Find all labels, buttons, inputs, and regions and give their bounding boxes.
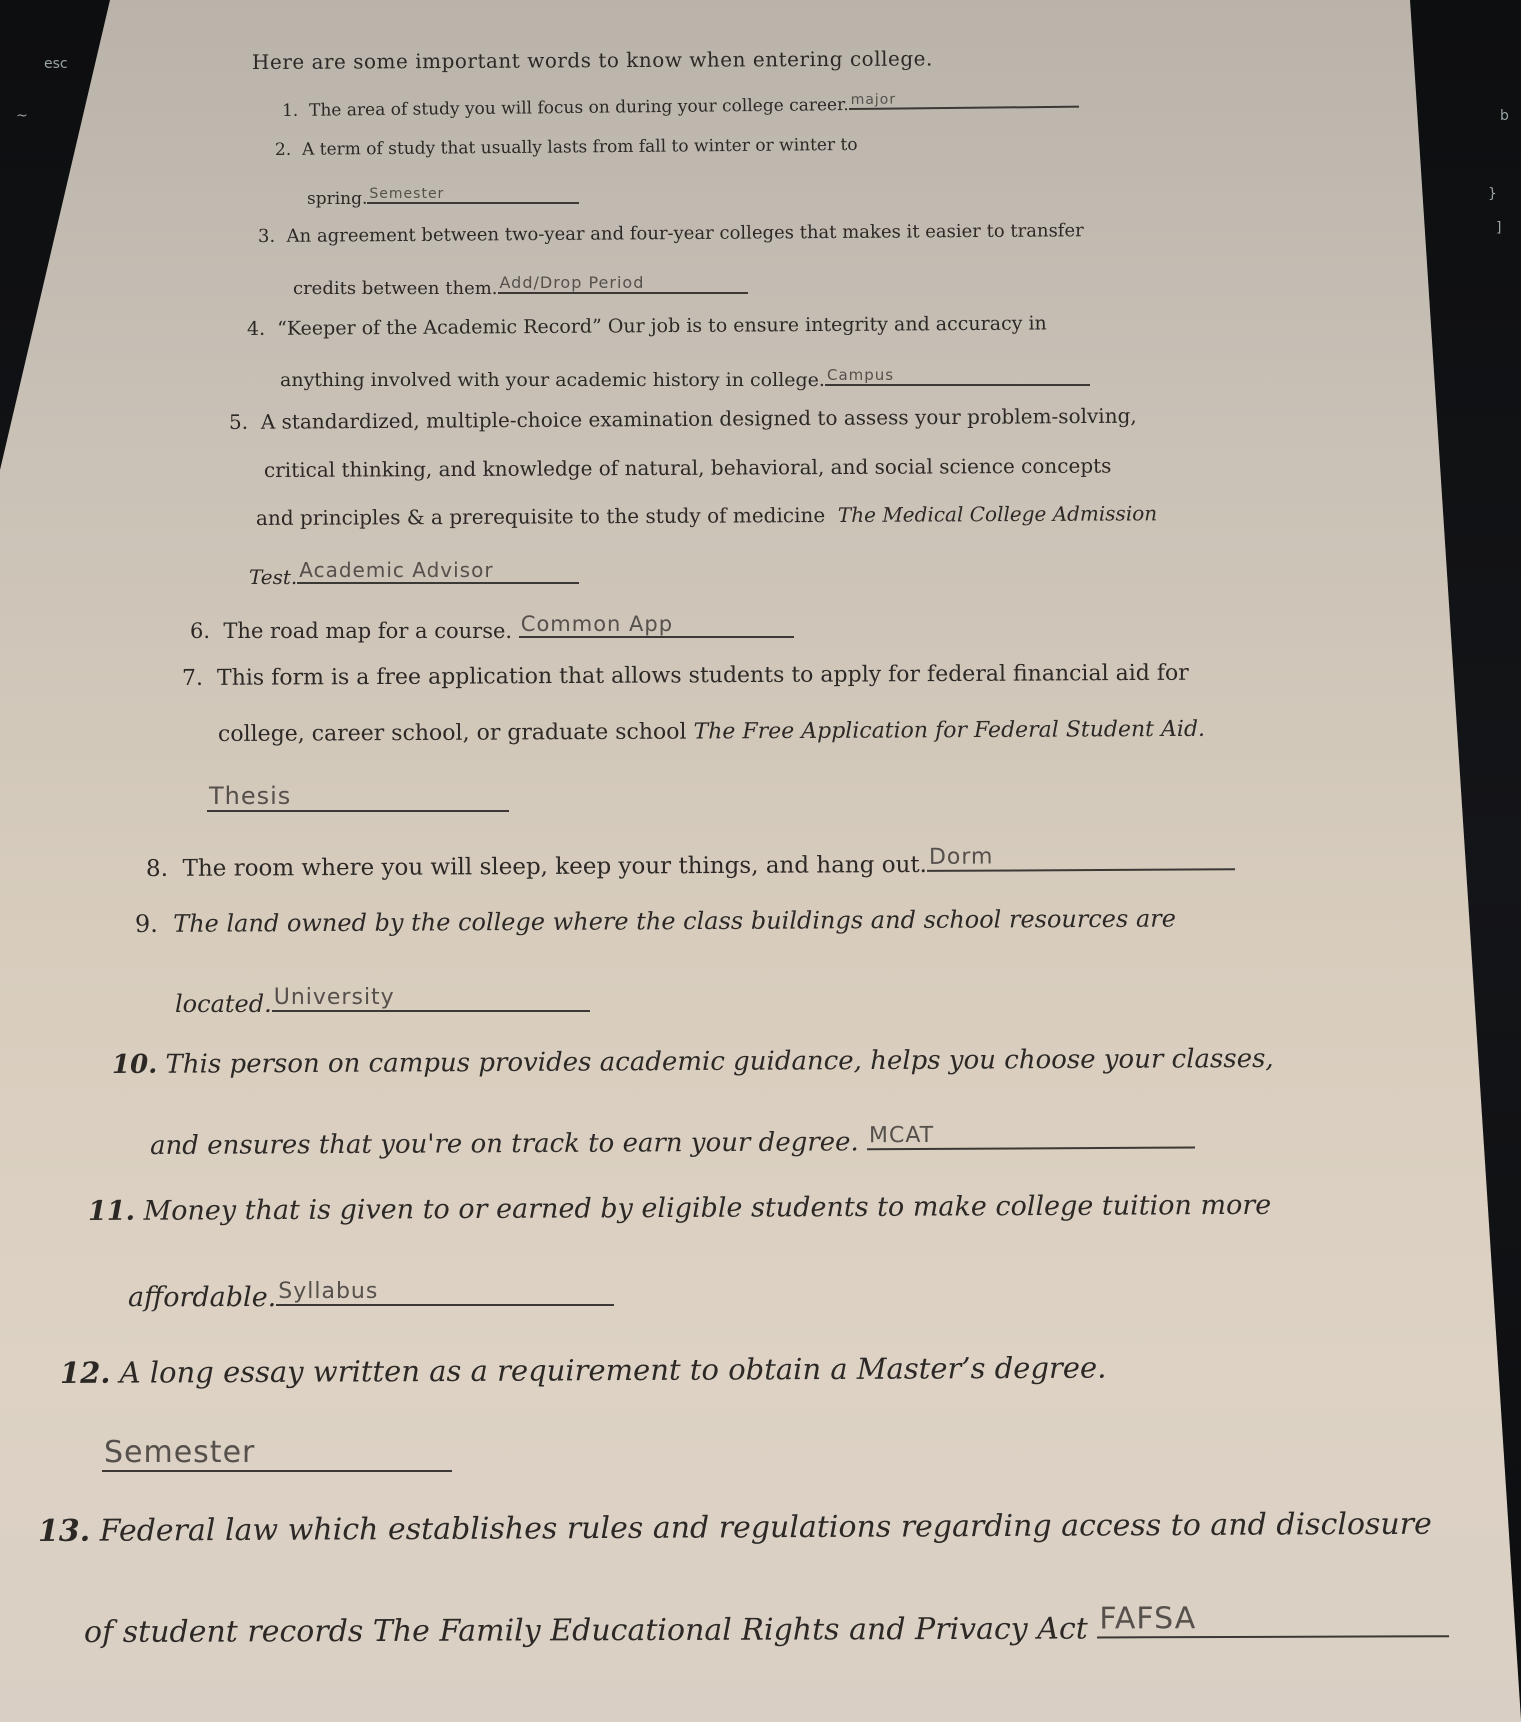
- worksheet-heading: Here are some important words to know when entering college.: [251, 46, 933, 74]
- handwritten-answer-5: Academic Advisor: [299, 558, 494, 582]
- question-3-line-2: credits between them. Add/Drop Period: [293, 272, 748, 299]
- answer-blank-1[interactable]: [849, 88, 1079, 110]
- handwritten-answer-11: Syllabus: [278, 1279, 379, 1304]
- question-2-line-1: 2. A term of study that usually lasts from fall to winter or winter to: [274, 134, 858, 160]
- handwritten-answer-6: Common App: [520, 612, 674, 636]
- question-11-line-2: affordable. Syllabus: [128, 1274, 614, 1313]
- handwritten-answer-2: Semester: [369, 186, 445, 202]
- answer-blank-7[interactable]: [207, 782, 509, 812]
- question-4-line-1: 4. “Keeper of the Academic Record” Our job is to ensure integrity and accuracy in: [246, 312, 1047, 340]
- question-9-line-2: located. University: [175, 982, 590, 1018]
- handwritten-answer-3: Add/Drop Period: [499, 273, 645, 292]
- question-8: 8. The room where you will sleep, keep your things, and hang out. Dorm: [146, 842, 1235, 882]
- answer-blank-12[interactable]: [102, 1432, 452, 1472]
- handwritten-answer-13: FAFSA: [1099, 1601, 1197, 1637]
- handwritten-answer-8: Dorm: [928, 844, 994, 870]
- answer-blank-9[interactable]: [272, 982, 590, 1012]
- answer-blank-10[interactable]: [867, 1117, 1195, 1151]
- handwritten-answer-9: University: [273, 985, 395, 1010]
- answer-blank-8[interactable]: [927, 842, 1235, 872]
- question-5-line-2: critical thinking, and knowledge of natural, behavioral, and social science concepts: [263, 453, 1112, 482]
- question-5-line-1: 5. A standardized, multiple-choice examination designed to assess your problem-solving,: [228, 403, 1137, 434]
- answer-blank-5[interactable]: [297, 558, 579, 584]
- bracket-key: ]: [1496, 220, 1502, 236]
- question-2-line-2: spring. Semester: [307, 184, 579, 209]
- esc-key: esc: [44, 56, 68, 72]
- tilde-key: ~: [16, 108, 28, 124]
- question-5-line-3: and principles & a prerequisite to the study of medicine The Medical College Admission: [255, 501, 1158, 530]
- answer-blank-11[interactable]: [276, 1274, 614, 1306]
- handwritten-answer-1: major: [850, 91, 897, 109]
- question-4-line-2: anything involved with your academic history in college. Campus: [280, 364, 1090, 391]
- brace-key: }: [1488, 186, 1497, 202]
- question-5-line-4: Test. Academic Advisor: [249, 558, 579, 589]
- question-3-line-1: 3. An agreement between two-year and four-year colleges that makes it easier to transfer: [257, 220, 1084, 247]
- answer-blank-3[interactable]: [498, 272, 748, 294]
- backspace-key: b: [1500, 108, 1509, 124]
- question-12-answer-line: [102, 1432, 452, 1479]
- question-6: 6. The road map for a course. Common App: [190, 612, 794, 643]
- question-7-line-2: college, career school, or graduate school The Free Application for Federal Student Aid.: [217, 716, 1206, 747]
- question-12: 12. A long essay written as a requirement to obtain a Master’s degree.: [59, 1350, 1107, 1390]
- handwritten-answer-12: Semester: [104, 1435, 256, 1470]
- answer-blank-4[interactable]: [825, 364, 1090, 386]
- question-7-line-3: [207, 782, 509, 818]
- handwritten-answer-10: MCAT: [868, 1122, 935, 1149]
- question-7-line-1: 7. This form is a free application that allows students to apply for federal financial aid for: [181, 660, 1189, 691]
- question-13-line-1: 13. Federal law which establishes rules and regulations regarding access to and disclosure: [37, 1506, 1432, 1549]
- question-13-line-2: of student records The Family Educational Rights and Privacy Act FAFSA: [84, 1599, 1449, 1650]
- handwritten-answer-7: Thesis: [209, 782, 292, 810]
- answer-blank-2[interactable]: [367, 184, 579, 204]
- question-11-line-1: 11. Money that is given to or earned by eligible students to make college tuition more: [87, 1189, 1272, 1227]
- handwritten-answer-4: Campus: [826, 366, 895, 384]
- question-10-line-1: 10. This person on campus provides academic guidance, helps you choose your classes,: [111, 1043, 1274, 1080]
- answer-blank-13[interactable]: [1097, 1599, 1449, 1638]
- question-1: 1. The area of study you will focus on during your college career. major: [282, 88, 1079, 121]
- answer-blank-6[interactable]: [519, 612, 794, 638]
- question-9-line-1: 9. The land owned by the college where the class buildings and school resources are: [134, 904, 1176, 938]
- question-10-line-2: and ensures that you're on track to earn your degree. MCAT: [150, 1117, 1195, 1161]
